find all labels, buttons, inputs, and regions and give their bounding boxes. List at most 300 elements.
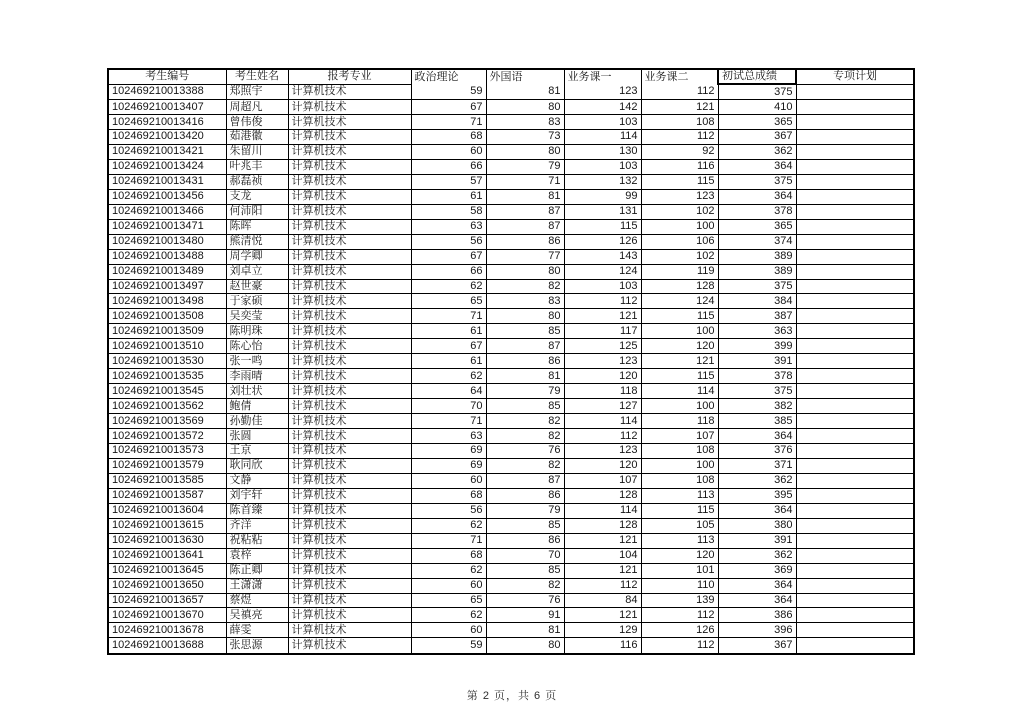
table-cell: 91 [486, 608, 564, 623]
table-cell: 121 [564, 533, 641, 548]
table-cell: 82 [486, 578, 564, 593]
table-cell: 62 [411, 518, 486, 533]
column-header-6: 业务课一 [564, 69, 641, 84]
table-cell [796, 204, 914, 219]
table-cell [796, 144, 914, 159]
table-cell [796, 249, 914, 264]
table-cell: 鲍倩 [226, 399, 288, 414]
table-cell: 83 [486, 115, 564, 130]
table-cell: 143 [564, 249, 641, 264]
table-cell: 112 [641, 84, 718, 100]
table-cell: 364 [718, 578, 796, 593]
table-cell: 62 [411, 563, 486, 578]
table-cell: 计算机技术 [288, 159, 411, 174]
table-cell: 计算机技术 [288, 354, 411, 369]
table-cell: 107 [641, 429, 718, 444]
table-cell: 107 [564, 473, 641, 488]
table-cell: 薛雯 [226, 623, 288, 638]
table-cell [796, 369, 914, 384]
table-cell: 125 [564, 339, 641, 354]
table-cell: 郑照宇 [226, 84, 288, 100]
table-cell: 计算机技术 [288, 578, 411, 593]
table-cell: 赵世豪 [226, 279, 288, 294]
table-cell: 计算机技术 [288, 249, 411, 264]
table-cell: 计算机技术 [288, 219, 411, 234]
table-cell: 王京 [226, 444, 288, 459]
table-cell: 102469210013509 [108, 324, 226, 339]
table-cell: 计算机技术 [288, 548, 411, 563]
table-cell [796, 533, 914, 548]
table-cell: 计算机技术 [288, 324, 411, 339]
table-cell: 熊清悦 [226, 234, 288, 249]
table-cell: 112 [641, 638, 718, 654]
table-cell: 120 [641, 548, 718, 563]
table-cell: 69 [411, 458, 486, 473]
table-cell: 131 [564, 204, 641, 219]
table-cell: 计算机技术 [288, 384, 411, 399]
table-cell: 102469210013488 [108, 249, 226, 264]
table-cell [796, 473, 914, 488]
table-cell [796, 488, 914, 503]
table-cell: 385 [718, 414, 796, 429]
table-row [108, 638, 914, 654]
table-cell: 128 [564, 488, 641, 503]
table-cell: 106 [641, 234, 718, 249]
table-cell: 茹港徽 [226, 129, 288, 144]
table-row [108, 264, 914, 279]
table-cell: 何沛阳 [226, 204, 288, 219]
table-cell: 102469210013466 [108, 204, 226, 219]
table-row [108, 115, 914, 130]
table-cell: 65 [411, 593, 486, 608]
table-cell: 70 [411, 399, 486, 414]
table-row [108, 444, 914, 459]
table-cell [796, 339, 914, 354]
table-cell: 62 [411, 369, 486, 384]
table-row [108, 219, 914, 234]
table-cell: 王潇潇 [226, 578, 288, 593]
table-cell: 102469210013657 [108, 593, 226, 608]
table-cell: 364 [718, 189, 796, 204]
table-cell: 123 [641, 189, 718, 204]
table-cell: 吴禛亮 [226, 608, 288, 623]
table-cell: 82 [486, 279, 564, 294]
table-row [108, 578, 914, 593]
table-cell: 121 [641, 100, 718, 115]
table-cell: 101 [641, 563, 718, 578]
table-cell: 61 [411, 189, 486, 204]
table-cell: 114 [564, 414, 641, 429]
column-header-1: 考生编号 [108, 69, 226, 84]
table-cell: 57 [411, 174, 486, 189]
table-cell: 102469210013530 [108, 354, 226, 369]
table-cell: 59 [411, 638, 486, 654]
table-cell: 计算机技术 [288, 488, 411, 503]
table-cell: 计算机技术 [288, 309, 411, 324]
table-row [108, 533, 914, 548]
page-number-footer: 第 2 页，共 6 页 [466, 690, 558, 702]
table-cell: 文静 [226, 473, 288, 488]
table-cell: 369 [718, 563, 796, 578]
table-cell: 367 [718, 129, 796, 144]
table-cell: 计算机技术 [288, 399, 411, 414]
table-cell: 计算机技术 [288, 533, 411, 548]
table-cell: 79 [486, 503, 564, 518]
table-cell: 375 [718, 174, 796, 189]
table-cell: 112 [641, 608, 718, 623]
table-cell: 399 [718, 339, 796, 354]
table-row [108, 458, 914, 473]
table-cell: 80 [486, 638, 564, 654]
table-cell: 367 [718, 638, 796, 654]
table-cell: 386 [718, 608, 796, 623]
table-cell: 80 [486, 144, 564, 159]
table-cell: 支龙 [226, 189, 288, 204]
table-cell: 100 [641, 458, 718, 473]
column-header-7: 业务课二 [641, 69, 718, 84]
table-row [108, 563, 914, 578]
table-cell: 102469210013508 [108, 309, 226, 324]
table-cell: 396 [718, 623, 796, 638]
table-cell: 99 [564, 189, 641, 204]
table-cell: 祝粘粘 [226, 533, 288, 548]
table-row [108, 234, 914, 249]
table-cell: 刘壮状 [226, 384, 288, 399]
table-cell: 376 [718, 444, 796, 459]
table-cell: 71 [411, 533, 486, 548]
table-cell: 103 [564, 115, 641, 130]
table-cell: 58 [411, 204, 486, 219]
table-cell: 64 [411, 384, 486, 399]
table-cell: 曾伟俊 [226, 115, 288, 130]
table-cell: 128 [564, 518, 641, 533]
table-cell: 112 [564, 294, 641, 309]
table-cell: 83 [486, 294, 564, 309]
table-cell: 82 [486, 414, 564, 429]
table-body [108, 84, 914, 654]
table-cell: 115 [564, 219, 641, 234]
table-cell: 张思源 [226, 638, 288, 654]
table-cell [796, 518, 914, 533]
table-cell [796, 414, 914, 429]
table-cell: 56 [411, 503, 486, 518]
table-row [108, 414, 914, 429]
table-row [108, 84, 914, 100]
table-cell: 395 [718, 488, 796, 503]
table-row [108, 384, 914, 399]
table-cell: 计算机技术 [288, 100, 411, 115]
table-cell: 周学卿 [226, 249, 288, 264]
table-cell: 382 [718, 399, 796, 414]
table-cell: 363 [718, 324, 796, 339]
table-cell: 364 [718, 429, 796, 444]
table-cell: 117 [564, 324, 641, 339]
table-cell [796, 444, 914, 459]
table-cell: 378 [718, 369, 796, 384]
table-cell [796, 324, 914, 339]
table-row [108, 548, 914, 563]
table-cell: 114 [564, 129, 641, 144]
table-cell: 82 [486, 458, 564, 473]
table-row [108, 294, 914, 309]
table-cell: 齐洋 [226, 518, 288, 533]
table-cell: 102469210013421 [108, 144, 226, 159]
table-cell: 120 [564, 458, 641, 473]
table-cell: 计算机技术 [288, 115, 411, 130]
table-cell: 76 [486, 593, 564, 608]
table-row [108, 279, 914, 294]
table-cell: 60 [411, 578, 486, 593]
table-cell: 陈明珠 [226, 324, 288, 339]
table-cell: 102469210013650 [108, 578, 226, 593]
table-cell: 102469210013569 [108, 414, 226, 429]
table-cell: 陈正卿 [226, 563, 288, 578]
column-header-3: 报考专业 [288, 69, 411, 84]
table-cell: 68 [411, 548, 486, 563]
table-cell: 80 [486, 264, 564, 279]
table-cell: 112 [564, 578, 641, 593]
table-cell: 102469210013489 [108, 264, 226, 279]
table-cell: 61 [411, 324, 486, 339]
table-header-row [108, 69, 914, 84]
table-cell: 124 [641, 294, 718, 309]
table-cell: 102469210013456 [108, 189, 226, 204]
table-row [108, 608, 914, 623]
table-cell [796, 548, 914, 563]
table-cell: 102469210013497 [108, 279, 226, 294]
table-cell: 87 [486, 473, 564, 488]
table-row [108, 249, 914, 264]
table-cell: 374 [718, 234, 796, 249]
table-cell: 102 [641, 204, 718, 219]
table-cell: 102469210013579 [108, 458, 226, 473]
column-header-5: 外国语 [486, 69, 564, 84]
table-cell: 113 [641, 533, 718, 548]
table-cell [796, 608, 914, 623]
table-cell: 103 [564, 159, 641, 174]
table-cell: 孙勤佳 [226, 414, 288, 429]
table-cell: 计算机技术 [288, 189, 411, 204]
table-cell [796, 174, 914, 189]
table-cell: 77 [486, 249, 564, 264]
table-cell: 张圆 [226, 429, 288, 444]
table-cell: 123 [564, 84, 641, 100]
table-cell: 389 [718, 249, 796, 264]
table-cell: 计算机技术 [288, 84, 411, 100]
table-cell: 102469210013535 [108, 369, 226, 384]
table-cell: 102469210013630 [108, 533, 226, 548]
table-cell: 130 [564, 144, 641, 159]
table-row [108, 339, 914, 354]
table-row [108, 473, 914, 488]
table-cell: 123 [564, 354, 641, 369]
table-cell: 378 [718, 204, 796, 219]
table-cell: 计算机技术 [288, 339, 411, 354]
table-cell: 84 [564, 593, 641, 608]
table-cell [796, 159, 914, 174]
table-cell: 81 [486, 369, 564, 384]
table-cell: 102469210013416 [108, 115, 226, 130]
table-cell: 118 [564, 384, 641, 399]
table-cell: 69 [411, 444, 486, 459]
column-header-4: 政治理论 [411, 69, 486, 84]
table-cell [796, 219, 914, 234]
table-cell: 56 [411, 234, 486, 249]
table-cell: 362 [718, 548, 796, 563]
table-cell: 102469210013471 [108, 219, 226, 234]
table-cell: 计算机技术 [288, 414, 411, 429]
table-cell: 计算机技术 [288, 429, 411, 444]
table-cell: 袁梓 [226, 548, 288, 563]
table-cell: 蔡煜 [226, 593, 288, 608]
table-cell: 114 [564, 503, 641, 518]
table-cell: 126 [564, 234, 641, 249]
table-cell: 85 [486, 324, 564, 339]
table-cell: 102469210013510 [108, 339, 226, 354]
table-cell: 115 [641, 369, 718, 384]
table-cell: 371 [718, 458, 796, 473]
table-cell: 108 [641, 115, 718, 130]
table-cell: 112 [564, 429, 641, 444]
table-row [108, 623, 914, 638]
table-cell: 计算机技术 [288, 204, 411, 219]
table-cell [796, 578, 914, 593]
table-cell [796, 399, 914, 414]
column-header-9: 专项计划 [796, 69, 914, 84]
table-cell [796, 503, 914, 518]
table-cell: 121 [564, 563, 641, 578]
table-row [108, 518, 914, 533]
table-cell: 86 [486, 533, 564, 548]
table-cell: 102469210013572 [108, 429, 226, 444]
score-table [107, 68, 915, 655]
table-cell: 62 [411, 608, 486, 623]
table-cell: 115 [641, 503, 718, 518]
table-cell [796, 593, 914, 608]
table-cell: 384 [718, 294, 796, 309]
table-cell: 120 [641, 339, 718, 354]
table-cell: 102469210013688 [108, 638, 226, 654]
table-cell: 61 [411, 354, 486, 369]
table-cell: 121 [641, 354, 718, 369]
table-cell: 71 [411, 309, 486, 324]
table-cell: 119 [641, 264, 718, 279]
table-cell: 67 [411, 339, 486, 354]
table-cell: 80 [486, 100, 564, 115]
table-cell: 朱留川 [226, 144, 288, 159]
table-row [108, 204, 914, 219]
table-cell: 118 [641, 414, 718, 429]
table-cell: 102469210013670 [108, 608, 226, 623]
table-cell: 100 [641, 324, 718, 339]
table-cell: 364 [718, 503, 796, 518]
table-cell: 391 [718, 354, 796, 369]
table-cell: 142 [564, 100, 641, 115]
table-cell: 129 [564, 623, 641, 638]
table-cell: 叶兆丰 [226, 159, 288, 174]
table-cell: 126 [641, 623, 718, 638]
table-cell: 102469210013407 [108, 100, 226, 115]
table-cell: 102469210013645 [108, 563, 226, 578]
table-cell: 67 [411, 249, 486, 264]
table-cell: 85 [486, 399, 564, 414]
table-cell: 375 [718, 279, 796, 294]
table-row [108, 129, 914, 144]
table-cell: 103 [564, 279, 641, 294]
table-cell: 364 [718, 593, 796, 608]
table-cell: 81 [486, 623, 564, 638]
table-cell [796, 309, 914, 324]
table-cell: 71 [486, 174, 564, 189]
table-row [108, 488, 914, 503]
table-cell: 计算机技术 [288, 473, 411, 488]
table-cell: 85 [486, 518, 564, 533]
table-cell: 80 [486, 309, 564, 324]
table-cell: 张一鸣 [226, 354, 288, 369]
table-row [108, 100, 914, 115]
table-cell: 62 [411, 279, 486, 294]
table-cell: 86 [486, 354, 564, 369]
table-cell [796, 279, 914, 294]
table-cell: 365 [718, 115, 796, 130]
table-cell: 87 [486, 219, 564, 234]
table-cell: 120 [564, 369, 641, 384]
table-cell: 102469210013615 [108, 518, 226, 533]
table-cell [796, 563, 914, 578]
table-cell: 116 [641, 159, 718, 174]
table-cell: 115 [641, 174, 718, 189]
table-cell [796, 115, 914, 130]
table-cell: 116 [564, 638, 641, 654]
table-row [108, 429, 914, 444]
table-cell: 110 [641, 578, 718, 593]
table-row [108, 309, 914, 324]
table-cell: 71 [411, 115, 486, 130]
table-cell: 102469210013498 [108, 294, 226, 309]
table-cell [796, 294, 914, 309]
table-cell: 计算机技术 [288, 369, 411, 384]
table-cell: 计算机技术 [288, 444, 411, 459]
table-cell: 123 [564, 444, 641, 459]
table-row [108, 593, 914, 608]
table-cell: 计算机技术 [288, 518, 411, 533]
table-row [108, 503, 914, 518]
table-cell: 112 [641, 129, 718, 144]
table-cell: 391 [718, 533, 796, 548]
table-cell: 102469210013480 [108, 234, 226, 249]
table-cell: 114 [641, 384, 718, 399]
table-cell: 87 [486, 339, 564, 354]
table-cell: 387 [718, 309, 796, 324]
table-cell: 82 [486, 429, 564, 444]
table-cell: 104 [564, 548, 641, 563]
table-cell: 计算机技术 [288, 458, 411, 473]
table-cell: 陈心怡 [226, 339, 288, 354]
table-cell: 362 [718, 473, 796, 488]
table-cell: 66 [411, 159, 486, 174]
table-cell: 刘宇轩 [226, 488, 288, 503]
table-cell: 102 [641, 249, 718, 264]
table-cell: 139 [641, 593, 718, 608]
table-cell: 121 [564, 309, 641, 324]
table-cell: 60 [411, 623, 486, 638]
table-row [108, 144, 914, 159]
table-cell: 81 [486, 84, 564, 100]
table-cell: 113 [641, 488, 718, 503]
table-cell: 86 [486, 234, 564, 249]
table-cell [796, 189, 914, 204]
table-cell: 计算机技术 [288, 129, 411, 144]
